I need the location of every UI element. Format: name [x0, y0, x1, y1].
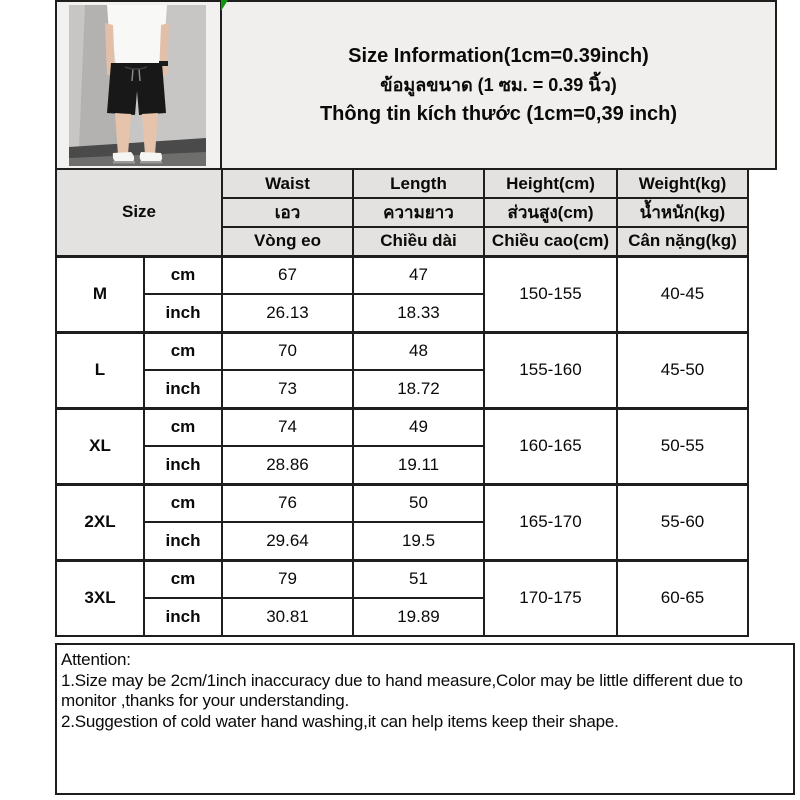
length-cm-value: 47 [353, 256, 484, 294]
unit-inch-label: inch [144, 446, 222, 484]
product-photo [69, 5, 206, 166]
height-range: 165-170 [484, 484, 617, 560]
waist-inch-value: 30.81 [222, 598, 353, 636]
attention-heading: Attention: [61, 650, 131, 669]
unit-inch-label: inch [144, 522, 222, 560]
product-photo-illustration [69, 5, 206, 166]
waist-cm-value: 79 [222, 560, 353, 598]
table-row-m-cm [56, 256, 748, 294]
length-inch-value: 18.72 [353, 370, 484, 408]
length-inch-value: 19.89 [353, 598, 484, 636]
waist-header-en: Waist [222, 169, 353, 198]
length-inch-value: 19.11 [353, 446, 484, 484]
height-range: 155-160 [484, 332, 617, 408]
weight-header-vi: Cân nặng(kg) [617, 227, 748, 256]
height-header-vi: Chiều cao(cm) [484, 227, 617, 256]
waist-cm-value: 76 [222, 484, 353, 522]
length-inch-value: 18.33 [353, 294, 484, 332]
size-table [55, 168, 749, 637]
weight-header-en: Weight(kg) [617, 169, 748, 198]
table-row-xl-cm [56, 408, 748, 446]
height-range: 150-155 [484, 256, 617, 332]
length-header-vi: Chiều dài [353, 227, 484, 256]
size-label: 2XL [56, 484, 144, 560]
length-header-en: Length [353, 169, 484, 198]
unit-inch-label: inch [144, 294, 222, 332]
weight-range: 60-65 [617, 560, 748, 636]
length-cm-value: 50 [353, 484, 484, 522]
weight-header-th: น้ำหนัก(kg) [617, 198, 748, 227]
height-header-th: ส่วนสูง(cm) [484, 198, 617, 227]
unit-inch-label: inch [144, 370, 222, 408]
length-cm-value: 48 [353, 332, 484, 370]
attention-note-1: 1.Size may be 2cm/1inch inaccuracy due to hand measure,Color may be little different due to monitor ,thanks for your understanding. [61, 670, 743, 710]
unit-cm-label: cm [144, 484, 222, 522]
header-panel [55, 0, 777, 170]
unit-cm-label: cm [144, 256, 222, 294]
waist-header-th: เอว [222, 198, 353, 227]
height-header-en: Height(cm) [484, 169, 617, 198]
unit-cm-label: cm [144, 332, 222, 370]
size-label: L [56, 332, 144, 408]
length-inch-value: 19.5 [353, 522, 484, 560]
weight-range: 50-55 [617, 408, 748, 484]
table-header-row-en [56, 169, 748, 198]
height-range: 170-175 [484, 560, 617, 636]
title-line-en: Size Information(1cm=0.39inch) [348, 44, 649, 67]
length-cm-value: 49 [353, 408, 484, 446]
table-row-2xl-cm [56, 484, 748, 522]
green-corner-artifact [221, 0, 228, 11]
size-table-container [55, 168, 747, 647]
waist-inch-value: 73 [222, 370, 353, 408]
waist-inch-value: 28.86 [222, 446, 353, 484]
length-cm-value: 51 [353, 560, 484, 598]
attention-note-2: 2.Suggestion of cold water hand washing,it can help items keep their shape. [61, 711, 619, 731]
unit-cm-label: cm [144, 560, 222, 598]
weight-range: 45-50 [617, 332, 748, 408]
attention-panel [55, 643, 795, 795]
title-line-th: ข้อมูลขนาด (1 ซม. = 0.39 นิ้ว) [380, 74, 617, 95]
size-label: 3XL [56, 560, 144, 636]
title-line-vi: Thông tin kích thước (1cm=0,39 inch) [319, 102, 678, 125]
size-information-title [222, 2, 775, 168]
unit-cm-label: cm [144, 408, 222, 446]
waist-cm-value: 74 [222, 408, 353, 446]
height-range: 160-165 [484, 408, 617, 484]
waist-inch-value: 26.13 [222, 294, 353, 332]
weight-range: 40-45 [617, 256, 748, 332]
waist-header-vi: Vòng eo [222, 227, 353, 256]
length-header-th: ความยาว [353, 198, 484, 227]
table-row-3xl-cm [56, 560, 748, 598]
waist-cm-value: 70 [222, 332, 353, 370]
waist-cm-value: 67 [222, 256, 353, 294]
weight-range: 55-60 [617, 484, 748, 560]
size-column-header: Size [56, 169, 222, 256]
unit-inch-label: inch [144, 598, 222, 636]
size-label: XL [56, 408, 144, 484]
product-photo-cell [57, 2, 222, 168]
waist-inch-value: 29.64 [222, 522, 353, 560]
table-row-l-cm [56, 332, 748, 370]
size-label: M [56, 256, 144, 332]
